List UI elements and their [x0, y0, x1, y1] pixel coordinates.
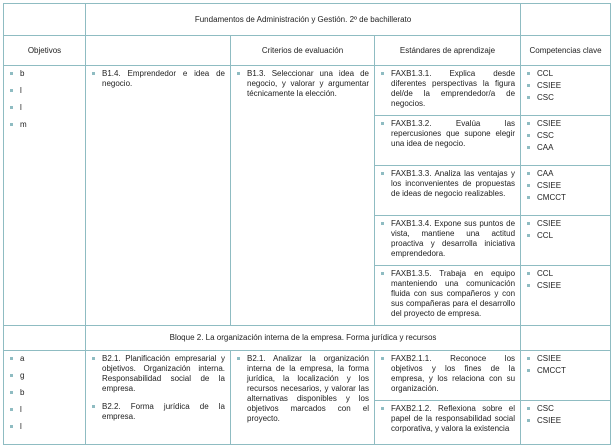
list-item: CMCCT	[526, 193, 605, 203]
list-item: CSIEE	[526, 181, 605, 191]
list-item: CSIEE	[526, 219, 605, 229]
competencias-cell	[521, 216, 611, 266]
objetivos-list	[9, 69, 80, 130]
header-objetivos: Objetivos	[4, 36, 86, 66]
list-item: FAXB2.1.1. Reconoce los objetivos y los fines de la empresa, y los relaciona con su organización.	[380, 354, 515, 394]
list-item: CSC	[526, 131, 605, 141]
block-spacer-cell	[4, 326, 86, 351]
list-item: CSIEE	[526, 119, 605, 129]
table-title: Fundamentos de Administración y Gestión. 2º de bachillerato	[86, 4, 521, 36]
contenidos-list	[91, 69, 225, 89]
competencias-cell	[521, 116, 611, 166]
header-competencias: Competencias clave	[521, 36, 611, 66]
contenidos-list	[91, 354, 225, 422]
curriculum-table	[3, 3, 611, 445]
criterios-list	[236, 354, 369, 424]
block-title: Bloque 2. La organización interna de la empresa. Forma jurídica y recursos	[86, 326, 521, 351]
list-item: l	[9, 405, 80, 415]
competencias-cell	[521, 401, 611, 445]
contenidos-cell	[86, 351, 231, 445]
list-item: CMCCT	[526, 366, 605, 376]
objetivos-cell	[4, 351, 86, 445]
block-title-row	[4, 326, 611, 351]
list-item: CSC	[526, 93, 605, 103]
list-item: CCL	[526, 269, 605, 279]
list-item: l	[9, 103, 80, 113]
list-item: B2.2. Forma jurídica de la empresa.	[91, 402, 225, 422]
table-row	[4, 351, 611, 401]
header-contenidos	[86, 36, 231, 66]
list-item: CSIEE	[526, 81, 605, 91]
list-item: l	[9, 86, 80, 96]
title-row	[4, 4, 611, 36]
column-header-row	[4, 36, 611, 66]
header-estandares: Estándares de aprendizaje	[375, 36, 521, 66]
list-item: m	[9, 120, 80, 130]
competencias-cell	[521, 351, 611, 401]
list-item: CAA	[526, 143, 605, 153]
header-criterios: Criterios de evaluación	[231, 36, 375, 66]
list-item: FAXB1.3.4. Expone sus puntos de vista, mantiene una actitud proactiva y desarrolla iniciativa emprendedora.	[380, 219, 515, 259]
list-item: b	[9, 69, 80, 79]
list-item: CCL	[526, 69, 605, 79]
list-item: CSIEE	[526, 281, 605, 291]
list-item: CSC	[526, 404, 605, 414]
contenidos-cell	[86, 66, 231, 326]
estandar-cell	[375, 166, 521, 216]
estandar-cell	[375, 351, 521, 401]
list-item: FAXB2.1.2. Reflexiona sobre el papel de la responsabilidad social corporativa, y valora la existencia	[380, 404, 515, 434]
estandar-cell	[375, 116, 521, 166]
competencias-cell	[521, 266, 611, 326]
list-item: FAXB1.3.2. Evalúa las repercusiones que supone elegir una idea de negocio.	[380, 119, 515, 149]
competencias-cell	[521, 66, 611, 116]
estandar-cell	[375, 66, 521, 116]
title-spacer-cell	[521, 4, 611, 36]
list-item: g	[9, 371, 80, 381]
list-item: CCL	[526, 231, 605, 241]
block-spacer-cell	[521, 326, 611, 351]
list-item: B1.4. Emprendedor e idea de negocio.	[91, 69, 225, 89]
table-row	[4, 66, 611, 116]
list-item: CSIEE	[526, 354, 605, 364]
list-item: B1.3. Seleccionar una idea de negocio, y valorar y argumentar técnicamente la elección.	[236, 69, 369, 99]
list-item: a	[9, 354, 80, 364]
list-item: CAA	[526, 169, 605, 179]
objetivos-list	[9, 354, 80, 432]
list-item: FAXB1.3.5. Trabaja en equipo manteniendo una comunicación fluida con sus compañeros y con sus compañeras para el desarrollo del proyecto de empresa.	[380, 269, 515, 319]
list-item: b	[9, 388, 80, 398]
list-item: l	[9, 422, 80, 432]
estandar-cell	[375, 266, 521, 326]
criterios-cell	[231, 351, 375, 445]
list-item: B2.1. Analizar la organización interna de la empresa, la forma jurídica, la localización y los recursos necesarios, y valorar las alternativas disponibles y los objetivos marcados con el proyecto.	[236, 354, 369, 424]
estandar-cell	[375, 216, 521, 266]
list-item: FAXB1.3.1. Explica desde diferentes perspectivas la figura del/de la emprendedor/a de negocios.	[380, 69, 515, 109]
list-item: FAXB1.3.3. Analiza las ventajas y los inconvenientes de propuestas de ideas de negocio realizables.	[380, 169, 515, 199]
objetivos-cell	[4, 66, 86, 326]
criterios-list	[236, 69, 369, 99]
list-item: CSIEE	[526, 416, 605, 426]
criterios-cell	[231, 66, 375, 326]
list-item: B2.1. Planificación empresarial y objetivos. Organización interna. Responsabilidad social de la empresa.	[91, 354, 225, 394]
competencias-cell	[521, 166, 611, 216]
estandar-cell	[375, 401, 521, 445]
title-spacer-cell	[4, 4, 86, 36]
